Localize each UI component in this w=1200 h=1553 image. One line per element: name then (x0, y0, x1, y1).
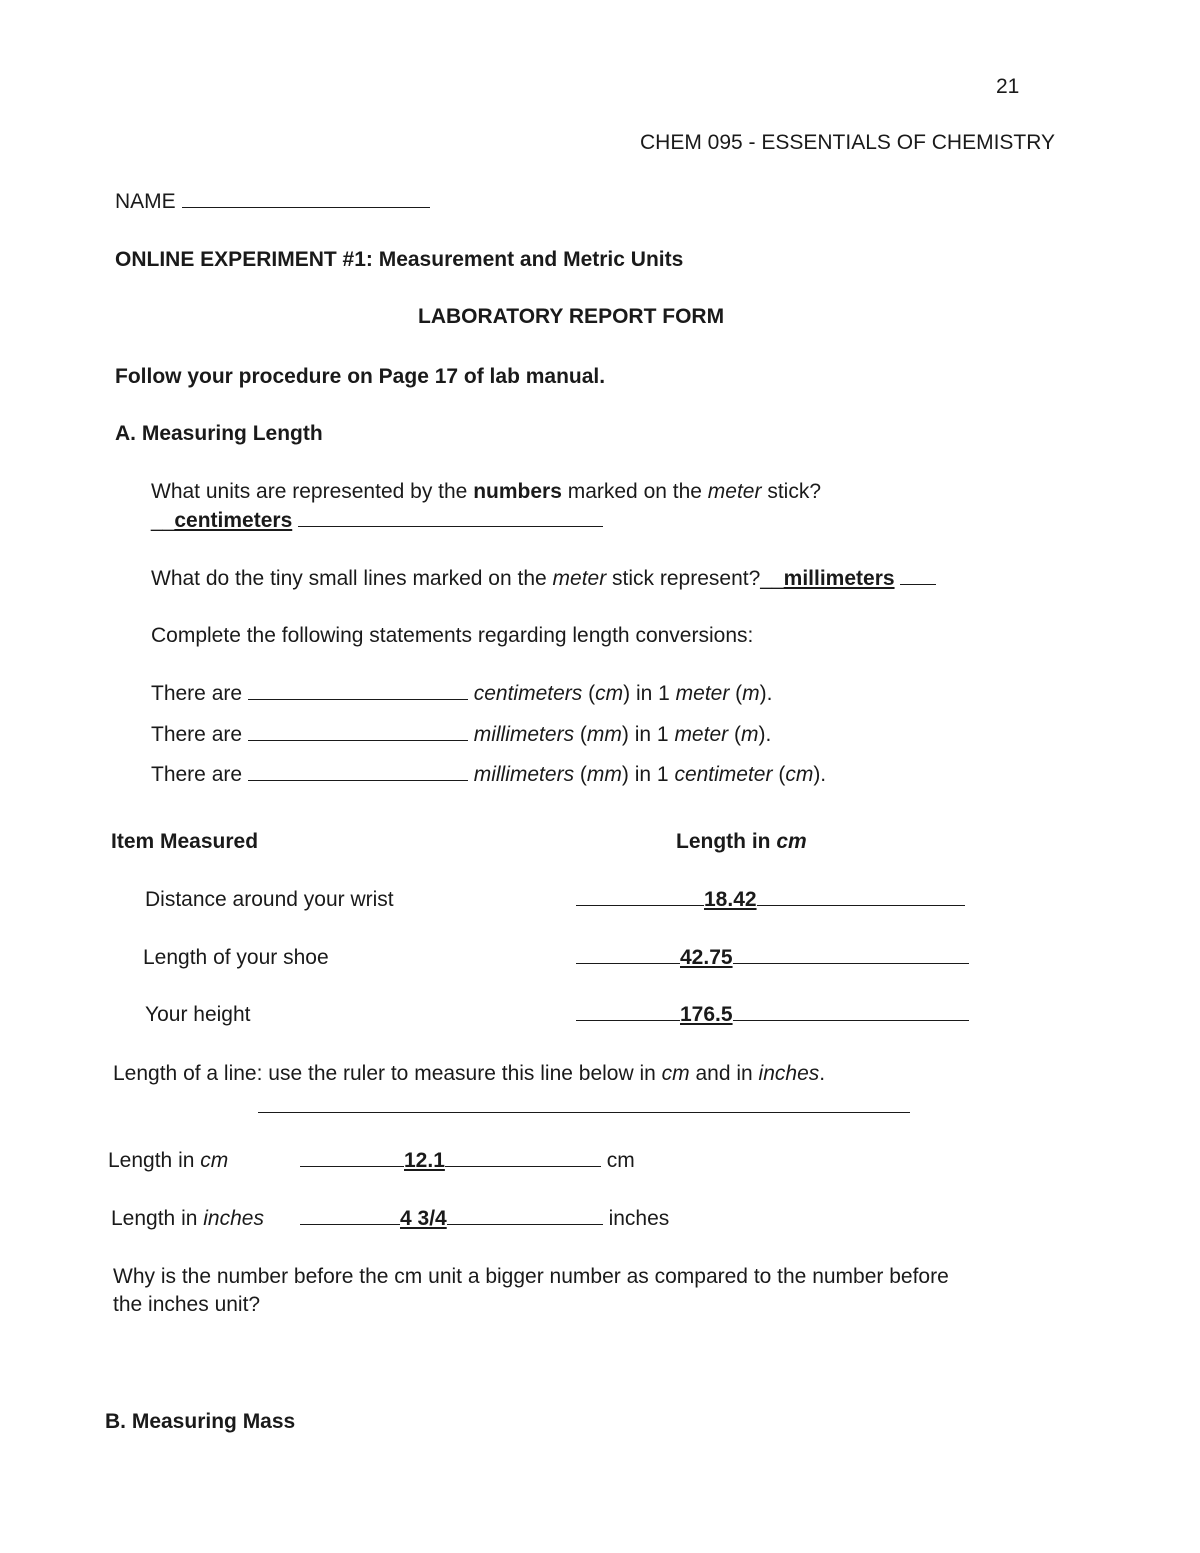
value-blank-right (733, 946, 969, 964)
q2-text-post: stick represent? (606, 567, 761, 590)
q1-text-ital: meter (707, 480, 762, 503)
name-blank (182, 190, 430, 208)
wrist-value: 18.42 (704, 888, 757, 911)
answer-units-numbers (151, 508, 603, 533)
table-header-item: Item Measured (111, 830, 259, 853)
value-blank-right (757, 888, 965, 906)
value-blank-left (576, 946, 680, 964)
conversion-row: There are millimeters (mm) in 1 meter (m). (151, 723, 772, 746)
q2-answer-blank (900, 567, 936, 585)
conversion-abbr-b: m (740, 723, 759, 746)
conversion-blank (248, 723, 468, 741)
length-in-label-unit: inches (203, 1207, 264, 1230)
conversion-abbr-b: cm (785, 763, 814, 786)
value-blank-left (576, 1003, 680, 1021)
table-row-value (576, 887, 965, 912)
table-row-item: Distance around your wrist (145, 888, 394, 911)
conversion-unit-a: millimeters (473, 723, 575, 746)
length-in-label-pre: Length in (111, 1207, 204, 1230)
table-header-length-pre: Length in (676, 830, 777, 853)
question-units-numbers (151, 479, 821, 504)
table-row-item: Your height (145, 1003, 251, 1026)
length-cm-label-unit: cm (200, 1149, 229, 1172)
q1-text-post: stick? (761, 480, 821, 503)
why-question-line-2: the inches unit? (113, 1293, 261, 1316)
value-blank-left (576, 888, 704, 906)
length-in-value: 4 3/4 (400, 1207, 447, 1230)
q1-text-pre: What units are represented by the (151, 480, 474, 503)
form-title: LABORATORY REPORT FORM (418, 305, 725, 328)
experiment-title: ONLINE EXPERIMENT #1: Measurement and Metric Units (115, 248, 684, 271)
measure-line (258, 1112, 910, 1113)
length-cm-label-pre: Length in (108, 1149, 201, 1172)
conversion-unit-b: meter (674, 723, 729, 746)
value-blank-right (733, 1003, 969, 1021)
length-in-answer (300, 1206, 669, 1231)
conversion-pre: There are (151, 763, 243, 786)
q1-answer: centimeters (174, 509, 293, 532)
table-row-value (576, 945, 969, 970)
q2-answer: millimeters (783, 567, 895, 590)
q1-answer-prefix: __ (151, 509, 175, 532)
length-in-label (111, 1206, 264, 1231)
table-header-length-unit: cm (776, 830, 807, 853)
q1-answer-blank (298, 509, 603, 527)
conversion-pre: There are (151, 682, 243, 705)
conversion-row: There are millimeters (mm) in 1 centimeter (cm). (151, 763, 827, 786)
conversion-mid: in 1 (628, 763, 675, 786)
course-title: CHEM 095 - ESSENTIALS OF CHEMISTRY (640, 131, 1056, 154)
shoe-value: 42.75 (680, 946, 733, 969)
section-b-heading: B. Measuring Mass (105, 1410, 296, 1433)
q2-text-ital: meter (552, 567, 607, 590)
length-cm-value: 12.1 (404, 1149, 445, 1172)
conversion-abbr-a: mm (586, 763, 622, 786)
line-task-mid: and in (689, 1062, 759, 1085)
conversions-intro: Complete the following statements regarding length conversions: (151, 624, 754, 647)
conversion-unit-b: centimeter (674, 763, 773, 786)
conversion-abbr-b: m (742, 682, 760, 705)
page-number: 21 (996, 75, 1020, 98)
conversion-mid: in 1 (628, 723, 675, 746)
q2-text-pre: What do the tiny small lines marked on the (151, 567, 553, 590)
length-cm-unit: cm (606, 1149, 635, 1172)
line-task-inches: inches (758, 1062, 820, 1085)
value-blank-right (447, 1207, 603, 1225)
table-row-item: Length of your shoe (143, 946, 329, 969)
conversion-abbr-a: cm (595, 682, 624, 705)
q1-text-mid: marked on the (561, 480, 708, 503)
why-question-line-1: Why is the number before the cm unit a bigger number as compared to the number before (113, 1265, 949, 1288)
q2-answer-prefix: __ (760, 567, 784, 590)
line-task-post: . (819, 1062, 826, 1085)
question-tiny-lines (151, 566, 936, 591)
conversion-unit-a: centimeters (473, 682, 583, 705)
value-blank-left (300, 1149, 404, 1167)
name-field (115, 189, 430, 214)
conversion-abbr-a: mm (586, 723, 622, 746)
conversion-unit-b: meter (675, 682, 730, 705)
line-task-cm: cm (661, 1062, 690, 1085)
line-task (113, 1061, 825, 1086)
table-row-value (576, 1002, 969, 1027)
conversion-blank (248, 763, 468, 781)
length-cm-label (108, 1148, 228, 1173)
conversion-pre: There are (151, 723, 243, 746)
conversion-mid: in 1 (630, 682, 676, 705)
conversion-row: There are centimeters (cm) in 1 meter (m). (151, 682, 773, 705)
length-in-unit: inches (608, 1207, 670, 1230)
conversion-unit-a: millimeters (473, 763, 575, 786)
section-a-heading: A. Measuring Length (115, 422, 323, 445)
length-cm-answer (300, 1148, 635, 1173)
height-value: 176.5 (680, 1003, 733, 1026)
value-blank-left (300, 1207, 400, 1225)
procedure-note: Follow your procedure on Page 17 of lab manual. (115, 365, 606, 388)
table-header-length (676, 829, 807, 854)
line-task-pre: Length of a line: use the ruler to measure this line below in (113, 1062, 662, 1085)
name-label: NAME (115, 190, 176, 213)
conversion-blank (248, 682, 468, 700)
value-blank-right (445, 1149, 601, 1167)
q1-text-bold: numbers (473, 480, 562, 503)
